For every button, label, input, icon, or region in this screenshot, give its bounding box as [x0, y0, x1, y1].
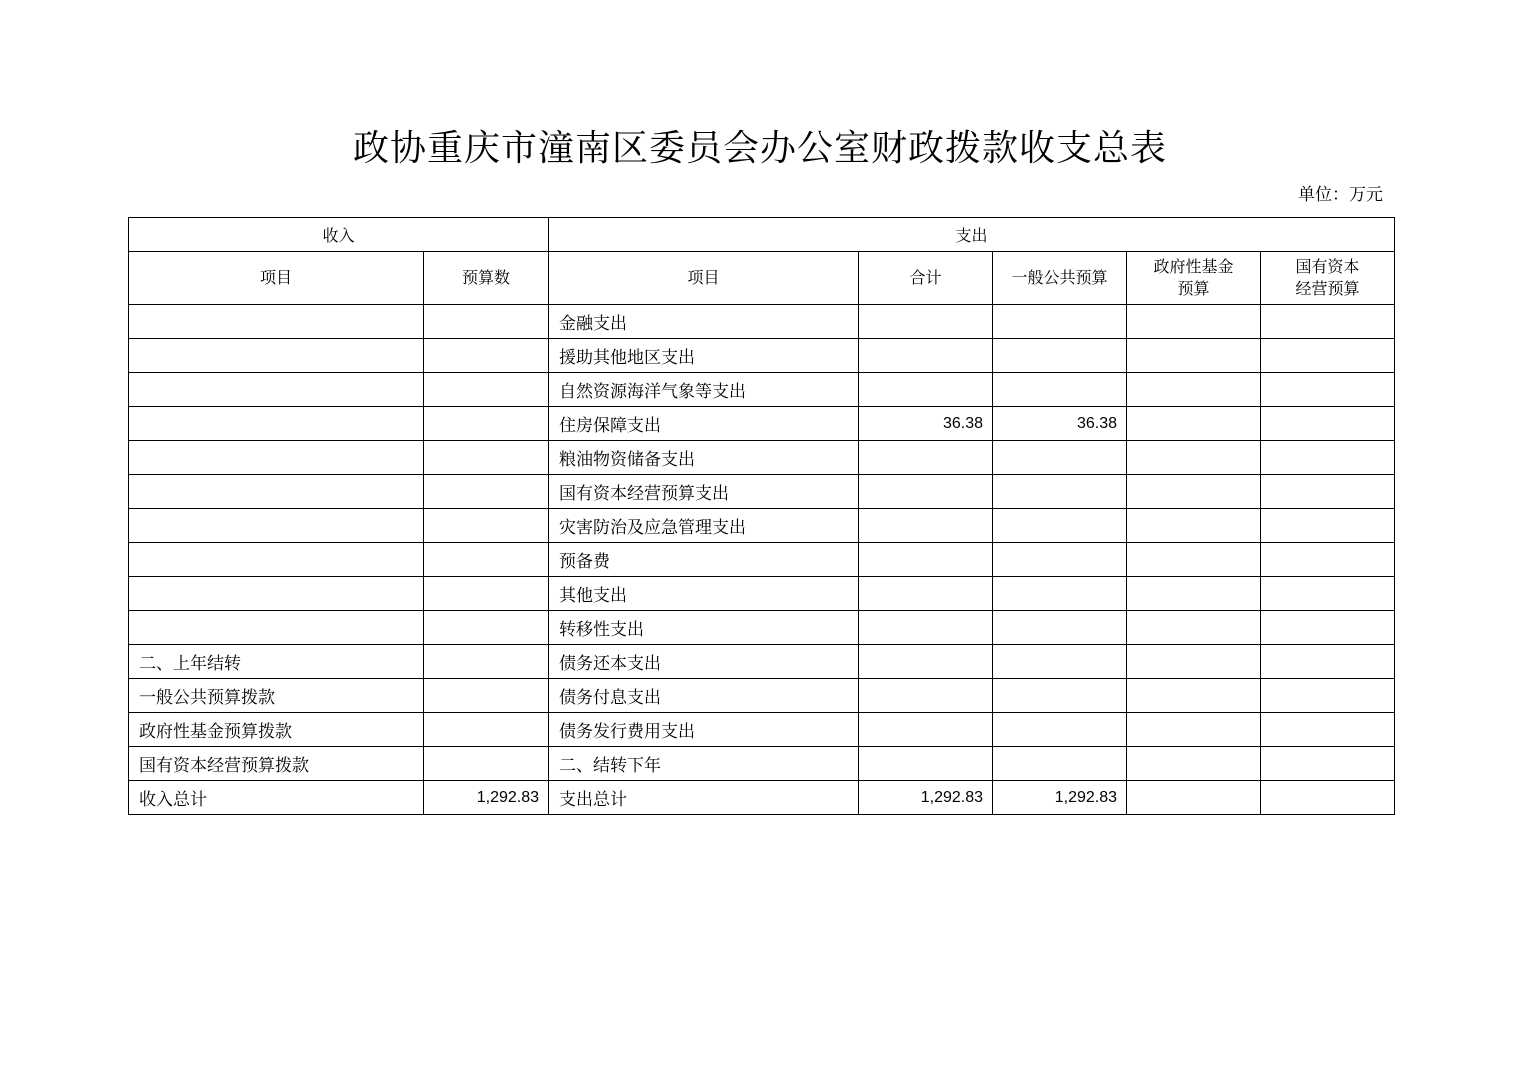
- col-header-state-line1: 国有资本: [1295, 257, 1360, 276]
- expense-group-header: 支出: [549, 218, 1395, 252]
- page-title: 政协重庆市潼南区委员会办公室财政拨款收支总表: [352, 128, 1167, 169]
- income-budget-cell: [424, 441, 549, 475]
- income-budget-cell: [424, 407, 549, 441]
- income-item-cell: [129, 373, 424, 407]
- fund-budget-cell: [1127, 611, 1261, 645]
- general-budget-cell: [993, 475, 1127, 509]
- fund-budget-cell: [1127, 441, 1261, 475]
- income-budget-cell: [424, 645, 549, 679]
- income-total-value: 1,292.83: [424, 781, 549, 815]
- expense-item-cell: 债务付息支出: [549, 679, 859, 713]
- col-header-income-budget: 预算数: [424, 252, 549, 305]
- income-budget-cell: [424, 543, 549, 577]
- table-row: [129, 577, 1395, 611]
- expense-item-cell: 住房保障支出: [549, 407, 859, 441]
- total-cell: [859, 475, 993, 509]
- income-item-cell: [129, 305, 424, 339]
- col-header-state-capital-budget: [1261, 252, 1395, 305]
- state-capital-cell: [1261, 645, 1395, 679]
- state-capital-cell: [1261, 713, 1395, 747]
- expense-item-cell: 转移性支出: [549, 611, 859, 645]
- fund-budget-cell: [1127, 713, 1261, 747]
- total-cell: [859, 679, 993, 713]
- table-row: [129, 441, 1395, 475]
- col-header-fund-line2: 预算: [1177, 279, 1210, 298]
- general-budget-total-value: 1,292.83: [993, 781, 1127, 815]
- expense-item-cell: 债务还本支出: [549, 645, 859, 679]
- general-budget-cell: [993, 645, 1127, 679]
- income-budget-cell: [424, 475, 549, 509]
- group-header-row: [129, 218, 1395, 252]
- income-budget-cell: [424, 713, 549, 747]
- income-budget-cell: [424, 305, 549, 339]
- general-budget-cell: [993, 577, 1127, 611]
- expense-item-cell: 债务发行费用支出: [549, 713, 859, 747]
- general-budget-cell: [993, 747, 1127, 781]
- total-cell: [859, 645, 993, 679]
- income-item-cell: [129, 509, 424, 543]
- unit-label: 单位：万元: [1298, 185, 1383, 205]
- table-row: [129, 509, 1395, 543]
- col-header-state-line2: 经营预算: [1295, 279, 1360, 298]
- fund-budget-cell: [1127, 645, 1261, 679]
- income-budget-cell: [424, 679, 549, 713]
- income-item-cell: 二、上年结转: [129, 645, 424, 679]
- income-budget-cell: [424, 373, 549, 407]
- col-header-income-item: 项目: [129, 252, 424, 305]
- fund-budget-cell: [1127, 747, 1261, 781]
- general-budget-cell: [993, 305, 1127, 339]
- total-cell: [859, 373, 993, 407]
- fund-budget-cell: [1127, 543, 1261, 577]
- fund-budget-cell: [1127, 373, 1261, 407]
- income-item-cell: [129, 339, 424, 373]
- income-budget-cell: [424, 339, 549, 373]
- fund-budget-total-value: [1127, 781, 1261, 815]
- total-row: [129, 781, 1395, 815]
- table-row: [129, 407, 1395, 441]
- state-capital-total-value: [1261, 781, 1395, 815]
- total-cell: [859, 611, 993, 645]
- expense-item-cell: 国有资本经营预算支出: [549, 475, 859, 509]
- expense-item-cell: 灾害防治及应急管理支出: [549, 509, 859, 543]
- fund-budget-cell: [1127, 407, 1261, 441]
- income-item-cell: 国有资本经营预算拨款: [129, 747, 424, 781]
- expense-item-cell: 援助其他地区支出: [549, 339, 859, 373]
- general-budget-cell: [993, 611, 1127, 645]
- general-budget-cell: [993, 339, 1127, 373]
- expense-item-cell: 其他支出: [549, 577, 859, 611]
- income-item-cell: [129, 407, 424, 441]
- total-cell: [859, 305, 993, 339]
- total-cell: [859, 509, 993, 543]
- state-capital-cell: [1261, 679, 1395, 713]
- state-capital-cell: [1261, 577, 1395, 611]
- income-item-cell: [129, 543, 424, 577]
- table-row: [129, 305, 1395, 339]
- general-budget-cell: [993, 679, 1127, 713]
- total-cell: [859, 577, 993, 611]
- state-capital-cell: [1261, 305, 1395, 339]
- total-cell: [859, 339, 993, 373]
- table-row: [129, 747, 1395, 781]
- table-row: [129, 475, 1395, 509]
- table-row: [129, 713, 1395, 747]
- col-header-general-budget: 一般公共预算: [993, 252, 1127, 305]
- income-budget-cell: [424, 509, 549, 543]
- income-item-cell: [129, 577, 424, 611]
- col-header-expense-item: 项目: [549, 252, 859, 305]
- income-item-cell: [129, 441, 424, 475]
- income-group-header: 收入: [129, 218, 549, 252]
- total-cell: [859, 543, 993, 577]
- general-budget-cell: [993, 373, 1127, 407]
- general-budget-cell: [993, 543, 1127, 577]
- fund-budget-cell: [1127, 679, 1261, 713]
- general-budget-cell: 36.38: [993, 407, 1127, 441]
- fund-budget-cell: [1127, 509, 1261, 543]
- table-row: [129, 373, 1395, 407]
- general-budget-cell: [993, 509, 1127, 543]
- fund-budget-cell: [1127, 577, 1261, 611]
- table-row: [129, 679, 1395, 713]
- column-header-row: [129, 252, 1395, 305]
- state-capital-cell: [1261, 509, 1395, 543]
- income-item-cell: [129, 611, 424, 645]
- income-budget-cell: [424, 577, 549, 611]
- col-header-fund-line1: 政府性基金: [1153, 257, 1234, 276]
- income-total-label: 收入总计: [129, 781, 424, 815]
- fund-budget-cell: [1127, 339, 1261, 373]
- state-capital-cell: [1261, 747, 1395, 781]
- expense-item-cell: 金融支出: [549, 305, 859, 339]
- col-header-fund-budget: [1127, 252, 1261, 305]
- expense-item-cell: 自然资源海洋气象等支出: [549, 373, 859, 407]
- state-capital-cell: [1261, 407, 1395, 441]
- income-budget-cell: [424, 611, 549, 645]
- expense-total-value: 1,292.83: [859, 781, 993, 815]
- table-row: [129, 543, 1395, 577]
- general-budget-cell: [993, 441, 1127, 475]
- general-budget-cell: [993, 713, 1127, 747]
- fund-budget-cell: [1127, 475, 1261, 509]
- state-capital-cell: [1261, 373, 1395, 407]
- expense-item-cell: 粮油物资储备支出: [549, 441, 859, 475]
- expense-item-cell: 预备费: [549, 543, 859, 577]
- income-item-cell: 一般公共预算拨款: [129, 679, 424, 713]
- fund-budget-cell: [1127, 305, 1261, 339]
- total-cell: [859, 441, 993, 475]
- state-capital-cell: [1261, 543, 1395, 577]
- income-budget-cell: [424, 747, 549, 781]
- state-capital-cell: [1261, 441, 1395, 475]
- income-item-cell: 政府性基金预算拨款: [129, 713, 424, 747]
- table-row: [129, 645, 1395, 679]
- state-capital-cell: [1261, 475, 1395, 509]
- total-cell: [859, 713, 993, 747]
- state-capital-cell: [1261, 611, 1395, 645]
- col-header-total: 合计: [859, 252, 993, 305]
- state-capital-cell: [1261, 339, 1395, 373]
- budget-table: [128, 217, 1395, 815]
- total-cell: 36.38: [859, 407, 993, 441]
- expense-total-label: 支出总计: [549, 781, 859, 815]
- income-item-cell: [129, 475, 424, 509]
- table-row: [129, 611, 1395, 645]
- expense-item-cell: 二、结转下年: [549, 747, 859, 781]
- table-row: [129, 339, 1395, 373]
- total-cell: [859, 747, 993, 781]
